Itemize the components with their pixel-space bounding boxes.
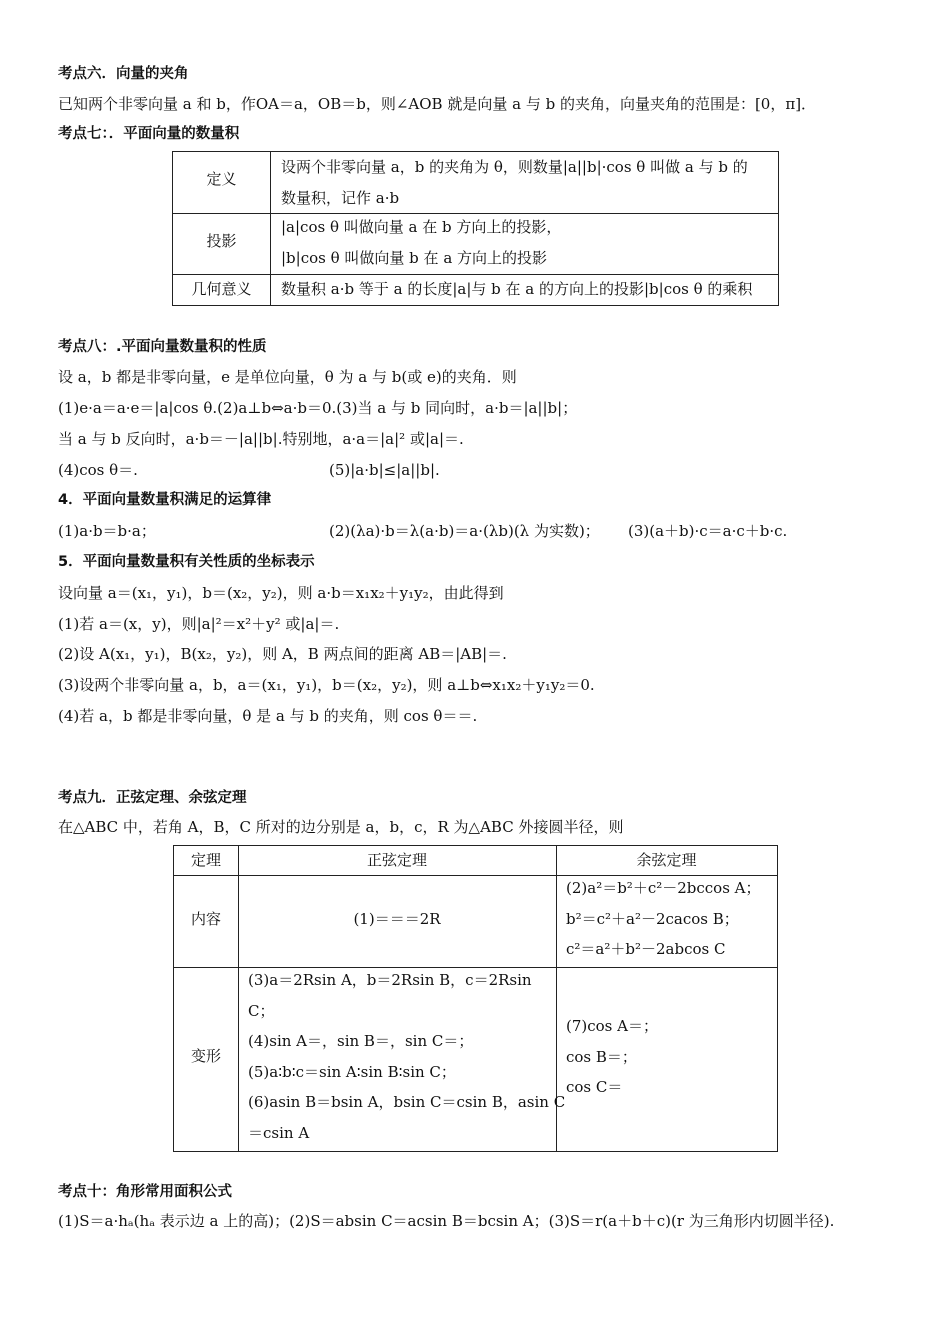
definition-content xyxy=(281,152,772,213)
property-line: 当 a 与 b 反向时，a·b＝－|a||b|.特别地，a·a＝|a|² 或|a|＝. xyxy=(58,430,464,448)
sine-law-content: (1)＝＝＝2R xyxy=(353,910,441,928)
geometric-meaning-content xyxy=(281,274,772,305)
cosine-law-variants xyxy=(566,1011,658,1103)
projection-line: |b|cos θ 叫做向量 b 在 a 方向上的投影 xyxy=(281,248,548,267)
section-heading-laws: 4．平面向量数量积满足的运算律 xyxy=(58,492,272,508)
header-sine-law: 正弦定理 xyxy=(366,851,427,869)
sine-variant-line: (3)a＝2Rsin A，b＝2Rsin B，c＝2Rsin xyxy=(248,971,532,989)
coordinate-line: (1)若 a＝(x，y)，则|a|²＝x²＋y² 或|a|＝. xyxy=(58,615,340,633)
cosine-variant-line: (7)cos A＝； xyxy=(566,1017,658,1035)
coordinate-line: (3)设两个非零向量 a，b，a＝(x₁，y₁)，b＝(x₂，y₂)，则 a⊥b⇔x₁x₂＋y₁y₂＝0. xyxy=(58,676,595,694)
section-heading-area-formulas: 考点十：角形常用面积公式 xyxy=(58,1184,232,1200)
dot-product-table xyxy=(172,151,779,306)
projection-content xyxy=(281,212,772,273)
sine-law-variants xyxy=(248,965,565,1148)
cosine-law-line: c²＝a²＋b²－2abcos C xyxy=(566,940,726,958)
coordinate-line: (2)设 A(x₁，y₁)，B(x₂，y₂)，则 A，B 两点间的距离 AB＝|AB|＝. xyxy=(58,645,507,663)
row-label-projection: 投影 xyxy=(206,232,237,250)
sine-variant-line: (5)a∶b∶c＝sin A∶sin B∶sin C； xyxy=(248,1062,456,1081)
header-theorem: 定理 xyxy=(190,851,221,869)
projection-line: |a|cos θ 叫做向量 a 在 b 方向上的投影， xyxy=(281,218,562,236)
definition-line: 数量积，记作 a·b xyxy=(281,188,400,207)
property-line: 设 a，b 都是非零向量，e 是单位向量，θ 为 a 与 b(或 e)的夹角．则 xyxy=(58,368,517,386)
geometric-meaning-line: 数量积 a·b 等于 a 的长度|a|与 b 在 a 的方向上的投影|b|cos θ 的乘积 xyxy=(281,280,753,298)
sine-variant-line: ＝csin A xyxy=(248,1123,310,1142)
row-label-content: 内容 xyxy=(190,910,221,928)
sine-variant-line: (6)asin B＝bsin A，bsin C＝csin B，asin C xyxy=(248,1093,566,1111)
section-heading-angle: 考点六．向量的夹角 xyxy=(58,66,189,82)
sine-cosine-table xyxy=(173,845,778,1152)
cosine-variant-line: cos B＝； xyxy=(566,1047,637,1066)
coordinate-line: 设向量 a＝(x₁，y₁)，b＝(x₂，y₂)，则 a·b＝x₁x₂＋y₁y₂，由此得到 xyxy=(58,584,504,602)
triangle-intro-text: 在△ABC 中，若角 A，B，C 所对的边分别是 a，b，c，R 为△ABC 外接圆半径，则 xyxy=(58,818,624,836)
section-heading-properties: 考点八：.平面向量数量积的性质 xyxy=(58,339,267,355)
section-heading-sine-cosine: 考点九．正弦定理、余弦定理 xyxy=(58,790,247,806)
section-heading-coordinates: 5．平面向量数量积有关性质的坐标表示 xyxy=(58,554,315,570)
property-line: (1)e·a＝a·e＝|a|cos θ.(2)a⊥b⇔a·b＝0.(3)当 a 与 b 同向时，a·b＝|a||b|； xyxy=(58,399,578,417)
sine-variant-line: C； xyxy=(248,1001,275,1020)
law-scalar: (2)(λa)·b＝λ(a·b)＝a·(λb)(λ 为实数)； xyxy=(329,522,600,540)
header-cosine-law: 余弦定理 xyxy=(636,851,697,869)
cosine-law-line: b²＝c²＋a²－2cacos B； xyxy=(566,909,739,928)
law-distributive: (3)(a＋b)·c＝a·c＋b·c. xyxy=(628,522,788,540)
row-label-geometric-meaning: 几何意义 xyxy=(191,280,252,298)
coordinate-line: (4)若 a，b 都是非零向量，θ 是 a 与 b 的夹角，则 cos θ＝＝. xyxy=(58,707,478,725)
cosine-law-content xyxy=(566,873,761,965)
section-heading-dot-product: 考点七：．平面向量的数量积 xyxy=(58,126,240,142)
law-commutative: (1)a·b＝b·a； xyxy=(58,522,156,540)
area-formulas-text: (1)S＝a·hₐ(hₐ 表示边 a 上的高)；(2)S＝absin C＝acsin B＝bcsin A；(3)S＝r(a＋b＋c)(r 为三角形内切圆半径). xyxy=(58,1212,835,1230)
cosine-variant-line: cos C＝ xyxy=(566,1078,623,1096)
definition-line: 设两个非零向量 a，b 的夹角为 θ，则数量|a||b|·cos θ 叫做 a 与 b 的 xyxy=(281,158,748,176)
cosine-law-line: (2)a²＝b²＋c²－2bccos A； xyxy=(566,879,761,897)
angle-definition-text: 已知两个非零向量 a 和 b，作OA＝a，OB＝b，则∠AOB 就是向量 a 与 b 的夹角，向量夹角的范围是：[0，π]． xyxy=(58,95,817,113)
property-line: (5)|a·b|≤|a||b|. xyxy=(329,461,440,479)
row-label-definition: 定义 xyxy=(206,170,237,188)
sine-variant-line: (4)sin A＝，sin B＝，sin C＝； xyxy=(248,1032,474,1050)
property-line: (4)cos θ＝. xyxy=(58,461,138,479)
row-label-variants: 变形 xyxy=(190,1047,221,1065)
